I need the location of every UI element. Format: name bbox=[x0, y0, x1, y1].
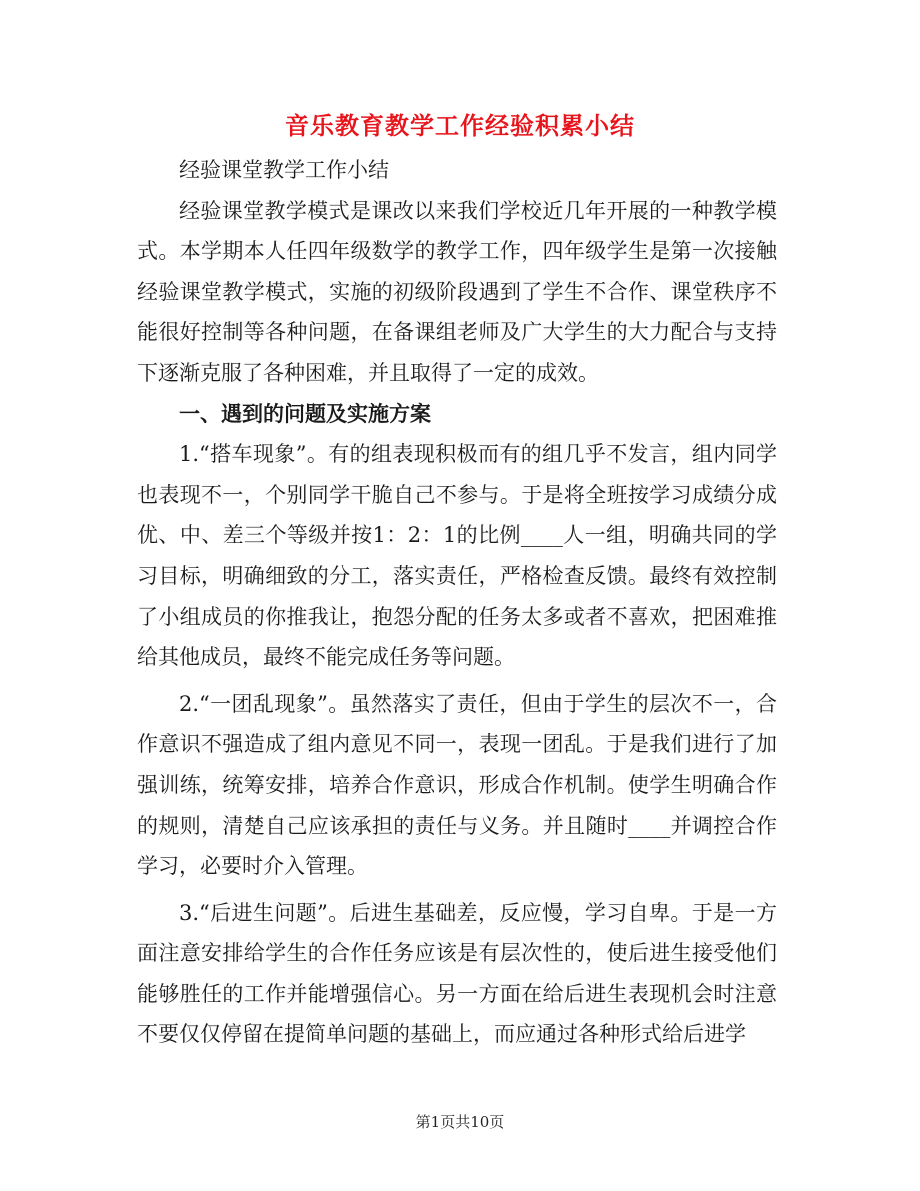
document-body bbox=[137, 150, 777, 1055]
list-item: 2.“一团乱现象”。虽然落实了责任，但由于学生的层次不一，合作意识不强造成了组内意见不同一，表现一团乱。于是我们进行了加强训练，统筹安排，培养合作意识，形成合作机制。使学生明确合作的规则，清楚自己应该承担的责任与义务。并且随时____并调控合作学习，必要时介入管理。 bbox=[137, 691, 777, 879]
intro-paragraph: 经验课堂教学模式是课改以来我们学校近几年开展的一种教学模式。本学期本人任四年级数学的教学工作，四年级学生是第一次接触经验课堂教学模式，实施的初级阶段遇到了学生不合作、课堂秩序不能很好控制等各种问题，在备课组老师及广大学生的大力配合与支持下逐渐克服了各种困难，并且取得了一定的成效。 bbox=[137, 198, 777, 385]
page-number: 第1页共10页 bbox=[415, 1113, 505, 1131]
list-item: 3.“后进生问题”。后进生基础差，反应慢，学习自卑。于是一方面注意安排给学生的合作任务应该是有层次性的，使后进生接受他们能够胜任的工作并能增强信心。另一方面在给后进生表现机会时注意不要仅仅停留在提简单问题的基础上，而应通过各种形式给后进学 bbox=[137, 900, 777, 1047]
subtitle: 经验课堂教学工作小结 bbox=[179, 158, 389, 182]
section-heading: 一、遇到的问题及实施方案 bbox=[179, 400, 431, 426]
list-item: 1.“搭车现象”。有的组表现积极而有的组几乎不发言，组内同学也表现不一，个别同学干脆自己不参与。于是将全班按学习成绩分成优、中、差三个等级并按1：2：1的比例____人一组，明确共同的学习目标，明确细致的分工，落实责任，严格检查反馈。最终有效控制了小组成员的你推我让，抱怨分配的任务太多或者不喜欢，把困难推给其他成员，最终不能完成任务等问题。 bbox=[137, 442, 777, 670]
page-title: 音乐教育教学工作经验积累小结 bbox=[285, 111, 635, 140]
